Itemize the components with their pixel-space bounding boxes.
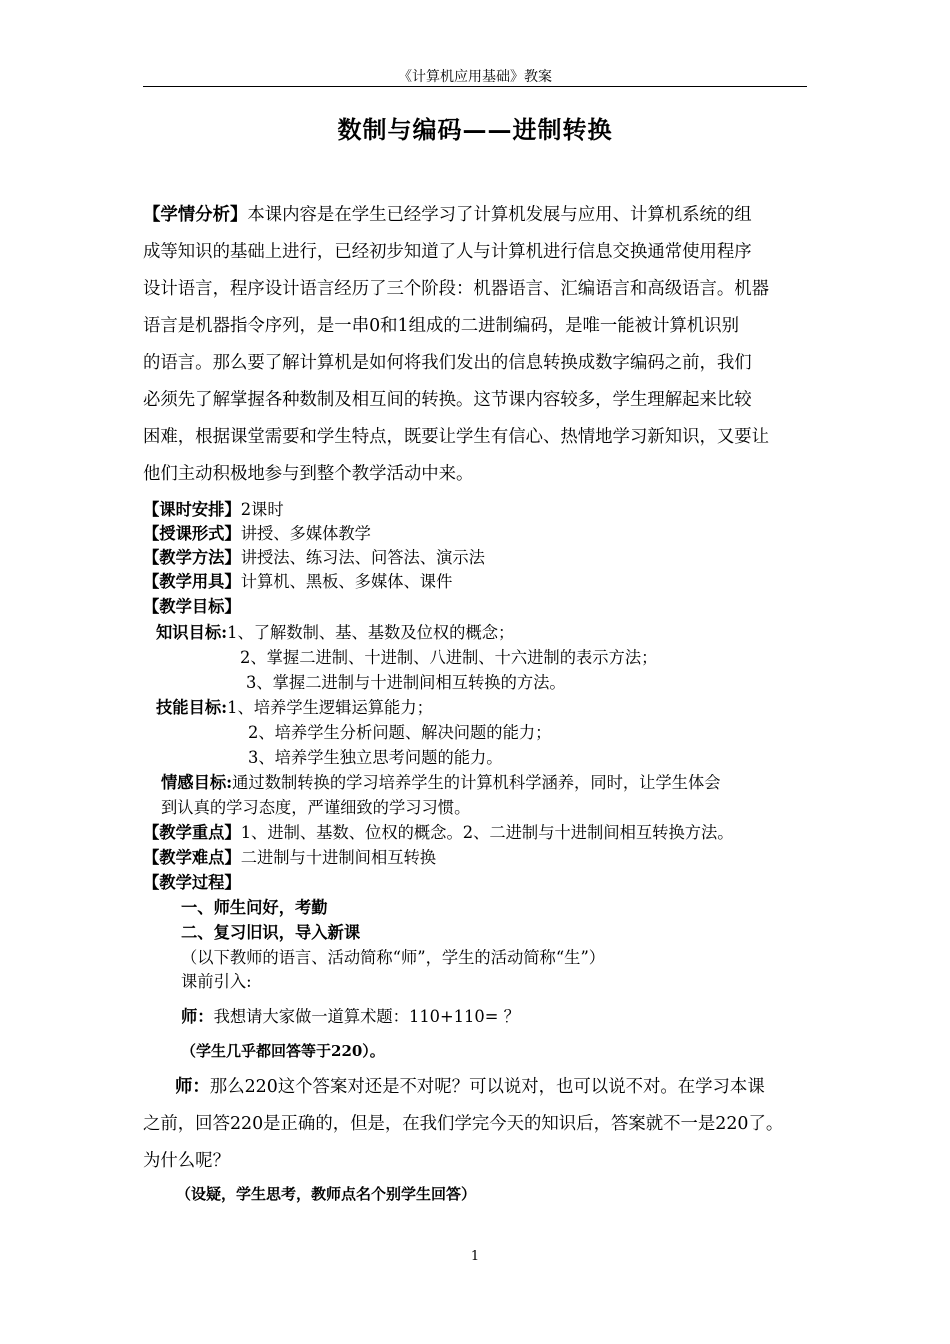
student-answer: （学生几乎都回答等于220）。	[181, 1042, 385, 1060]
process-intro: 课前引入:	[181, 972, 252, 991]
process-step-1: 一、师生问好，考勤	[181, 898, 328, 917]
method-row: 【教学方法】讲授法、练习法、问答法、演示法	[143, 548, 485, 567]
process-step-2: 二、复习旧识，导入新课	[181, 923, 361, 942]
discussion-prompt: （设疑，学生思考，教师点名个别学生回答）	[176, 1185, 477, 1203]
skill-goal-3: 3、培养学生独立思考问题的能力。	[248, 748, 503, 767]
analysis-line-1: 【学情分析】本课内容是在学生已经学习了计算机发展与应用、计算机系统的组	[143, 205, 752, 225]
goals-heading: 【教学目标】	[143, 597, 241, 616]
analysis-label: 【学情分析】	[143, 205, 248, 225]
teacher-response-line-3: 为什么呢？	[143, 1151, 230, 1171]
emotion-goal-row: 情感目标:通过数制转换的学习培养学生的计算机科学涵养，同时，让学生体会	[161, 773, 721, 792]
teacher-question: 师：我想请大家做一道算术题：110+110= ？	[181, 1007, 520, 1026]
teacher-response-line-2: 之前，回答220是正确的，但是，在我们学完今天的知识后，答案就不一是220了。	[143, 1114, 784, 1134]
analysis-line-8: 他们主动积极地参与到整个教学活动中来。	[143, 464, 474, 484]
document-title: 数制与编码——进制转换	[337, 115, 613, 144]
process-note: （以下教师的语言、活动简称“师”，学生的活动简称“生”）	[181, 948, 606, 967]
page-header: 《计算机应用基础》教案	[398, 69, 552, 85]
schedule-row: 【课时安排】2课时	[143, 500, 284, 519]
process-heading: 【教学过程】	[143, 873, 241, 892]
teacher-response-line-1: 师：那么220这个答案对还是不对呢？可以说对，也可以说不对。在学习本课	[175, 1077, 765, 1097]
tools-row: 【教学用具】计算机、黑板、多媒体、课件	[143, 572, 453, 591]
difficulty-row: 【教学难点】二进制与十进制间相互转换	[143, 848, 437, 867]
skill-goal-2: 2、培养学生分析问题、解决问题的能力；	[248, 723, 552, 742]
knowledge-goal-row: 知识目标:1、了解数制、基、基数及位权的概念；	[156, 623, 515, 642]
key-point-row: 【教学重点】1、进制、基数、位权的概念。2、二进制与十进制间相互转换方法。	[143, 823, 734, 842]
emotion-goal-line-2: 到认真的学习态度，严谨细致的学习习惯。	[161, 798, 471, 817]
analysis-line-4: 语言是机器指令序列，是一串0和1组成的二进制编码，是唯一能被计算机识别	[143, 316, 740, 336]
analysis-line-5: 的语言。那么要了解计算机是如何将我们发出的信息转换成数字编码之前，我们	[143, 353, 752, 373]
form-row: 【授课形式】讲授、多媒体教学	[143, 524, 371, 543]
analysis-line-3: 设计语言，程序设计语言经历了三个阶段：机器语言、汇编语言和高级语言。机器	[143, 279, 770, 299]
knowledge-goal-3: 3、掌握二进制与十进制间相互转换的方法。	[246, 673, 566, 692]
analysis-line-7: 困难，根据课堂需要和学生特点，既要让学生有信心、热情地学习新知识，又要让	[143, 427, 770, 447]
skill-goal-row: 技能目标:1、培养学生逻辑运算能力；	[156, 698, 433, 717]
knowledge-goal-2: 2、掌握二进制、十进制、八进制、十六进制的表示方法；	[240, 648, 658, 667]
page-number: 1	[470, 1249, 480, 1264]
header-divider	[143, 86, 807, 87]
analysis-line-2: 成等知识的基础上进行，已经初步知道了人与计算机进行信息交换通常使用程序	[143, 242, 752, 262]
analysis-line-6: 必须先了解掌握各种数制及相互间的转换。这节课内容较多，学生理解起来比较	[143, 390, 752, 410]
